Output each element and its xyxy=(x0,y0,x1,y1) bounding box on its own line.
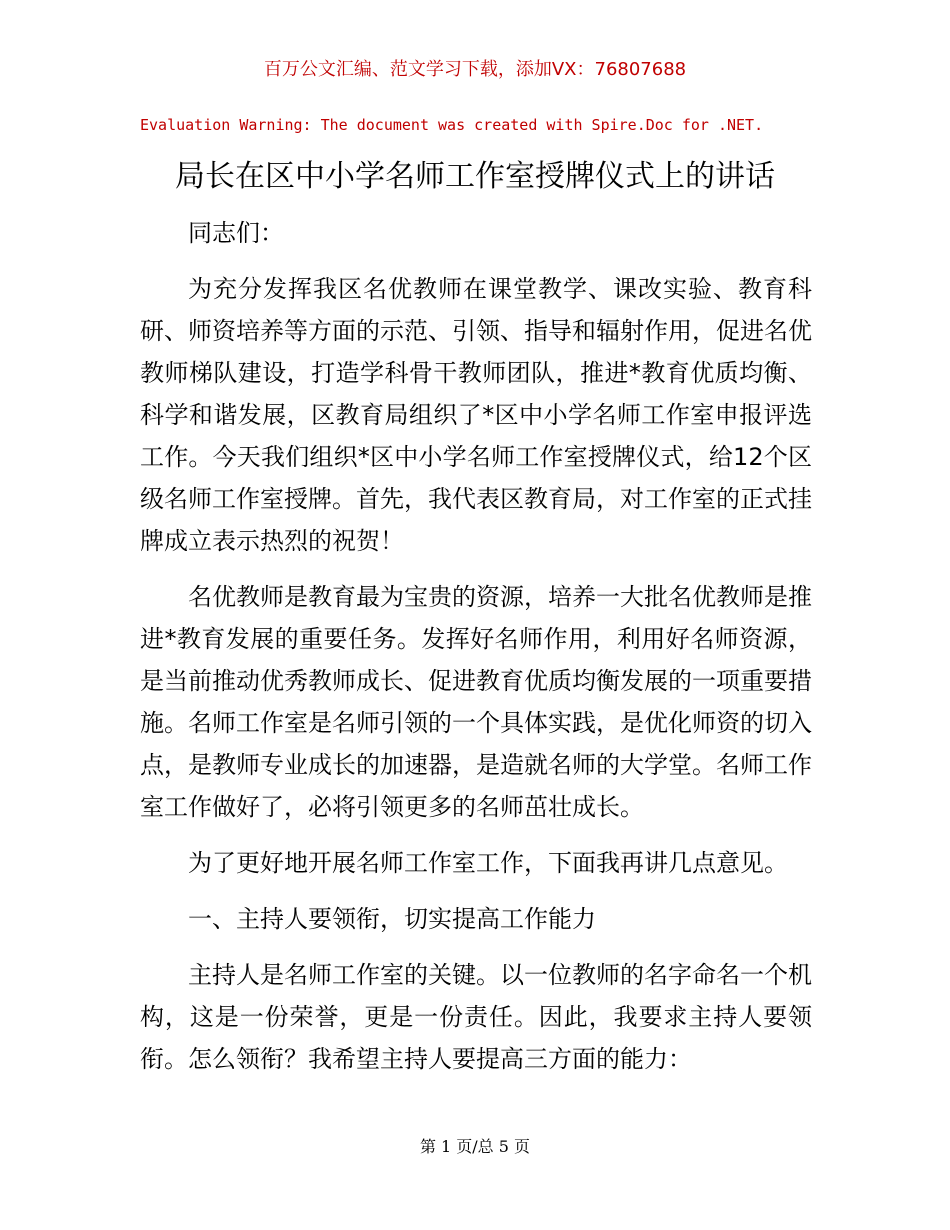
evaluation-warning: Evaluation Warning: The document was created with Spire.Doc for .NET. xyxy=(140,116,764,134)
paragraph-salutation: 同志们： xyxy=(188,219,284,247)
section-heading-1: 一、主持人要领衔，切实提高工作能力 xyxy=(188,905,596,933)
document-title: 局长在区中小学名师工作室授牌仪式上的讲话 xyxy=(175,159,775,194)
header-banner: 百万公文汇编、范文学习下载，添加VX：76807688 xyxy=(263,59,687,80)
document-body xyxy=(140,212,812,1080)
paragraph-transition: 为了更好地开展名师工作室工作，下面我再讲几点意见。 xyxy=(188,849,788,877)
paragraph-intro: 为充分发挥我区名优教师在课堂教学、课改实验、教育科研、师资培养等方面的示范、引领、指导和辐射作用，促进名优教师梯队建设，打造学科骨干教师团队，推进*教育优质均衡、科学和谐发展，区教育局组织了*区中小学名师工作室申报评选工作。今天我们组织*区中小学名师工作室授牌仪式，给12个区级名师工作室授牌。首先，我代表区教育局，对工作室的正式挂牌成立表示热烈的祝贺！ xyxy=(140,275,812,555)
paragraph-importance: 名优教师是教育最为宝贵的资源，培养一大批名优教师是推进*教育发展的重要任务。发挥好名师作用，利用好名师资源，是当前推动优秀教师成长、促进教育优质均衡发展的一项重要措施。名师工作室是名师引领的一个具体实践，是优化师资的切入点，是教师专业成长的加速器，是造就名师的大学堂。名师工作室工作做好了，必将引领更多的名师茁壮成长。 xyxy=(140,583,812,821)
paragraph-host-role: 主持人是名师工作室的关键。以一位教师的名字命名一个机构，这是一份荣誉，更是一份责任。因此，我要求主持人要领衔。怎么领衔？我希望主持人要提高三方面的能力： xyxy=(140,961,812,1073)
page-indicator: 第 1 页/总 5 页 xyxy=(419,1137,531,1156)
